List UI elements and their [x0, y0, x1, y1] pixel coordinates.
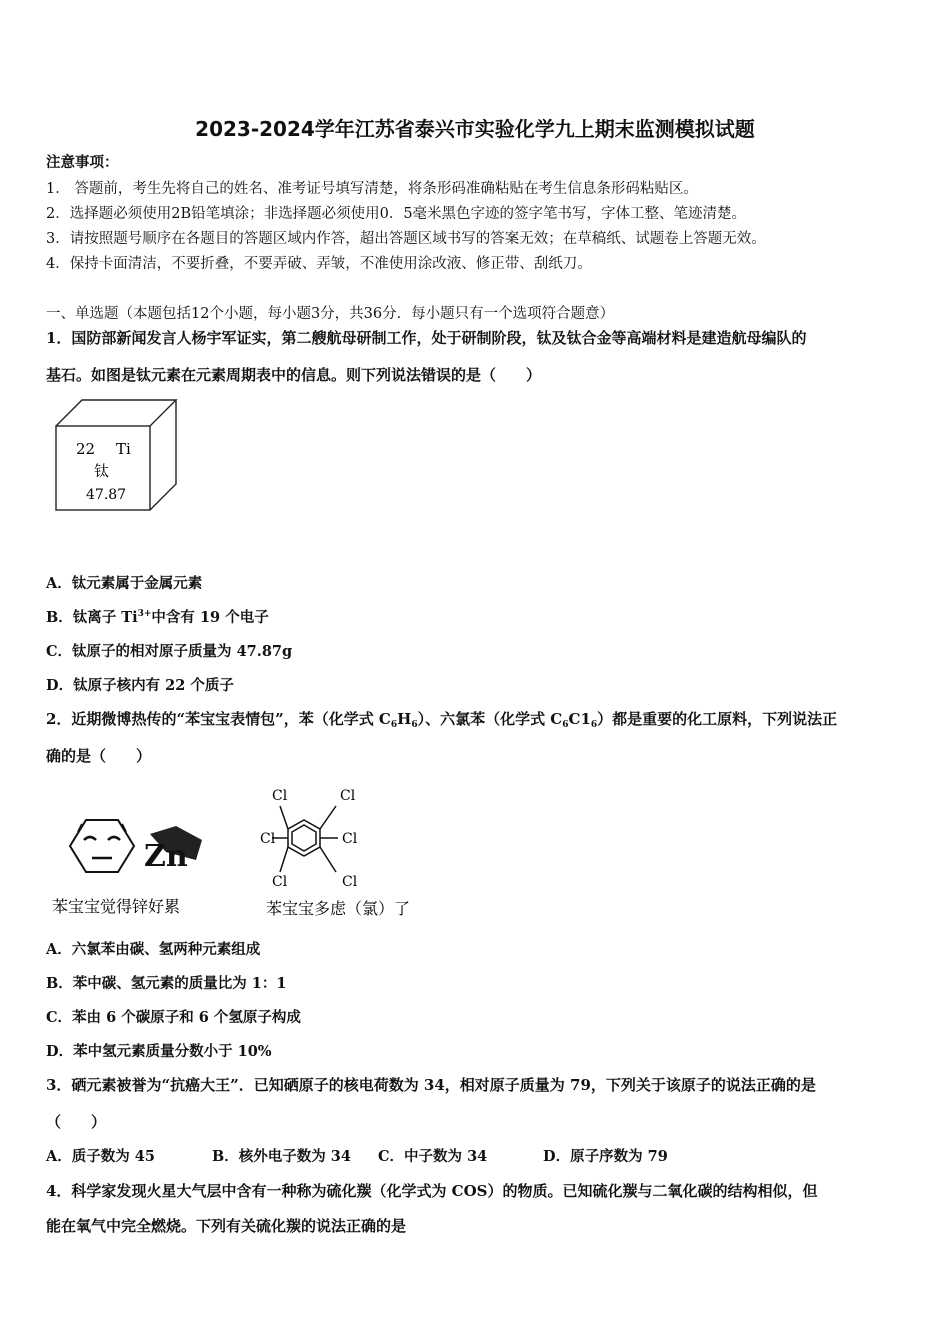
q3-option-b: B．核外电子数为 34	[212, 1148, 351, 1165]
q3-option-a: A．质子数为 45	[46, 1148, 155, 1165]
benzene-face-icon	[70, 820, 134, 872]
hexachlorobenzene-structure	[272, 806, 338, 872]
q3-option-c: C．中子数为 34	[378, 1148, 488, 1165]
zinc-icon	[144, 826, 202, 874]
q2-option-c: C．苯由 6 个碳原子和 6 个氢原子构成	[46, 1009, 301, 1026]
meme-caption-left: 苯宝宝觉得锌好累	[52, 897, 181, 916]
cube-side-face	[150, 400, 176, 510]
page-title: 2023-2024学年江苏省泰兴市实验化学九上期末监测模拟试题	[195, 117, 755, 141]
element-name: 钛	[94, 462, 110, 480]
q3-option-d: D．原子序数为 79	[543, 1148, 668, 1165]
notice-item-4: 4．保持卡面清洁，不要折叠，不要弄破、弄皱，不准使用涂改液、修正带、刮纸刀。	[46, 256, 592, 272]
q4-stem-line2: 能在氧气中完全燃烧。下列有关硫化羰的说法正确的是	[46, 1217, 407, 1235]
meme-caption-right: 苯宝宝多虑（氯）了	[266, 899, 411, 918]
element-symbol: Ti	[116, 440, 131, 458]
benzene-meme-figure	[46, 782, 446, 922]
q3-stem-line1: 3．硒元素被誉为“抗癌大王”．已知硒原子的核电荷数为 34，相对原子质量为 79，下列关于该原子的说法正确的是	[46, 1076, 816, 1094]
zinc-label: Zn	[144, 839, 188, 874]
q3-stem-line2: （ ）	[46, 1113, 107, 1131]
notice-item-1: 1． 答题前，考生先将自己的姓名、准考证号填写清楚，将条形码准确粘贴在考生信息条形码粘贴区。	[46, 181, 698, 197]
q2-option-b: B．苯中碳、氢元素的质量比为 1：1	[46, 975, 287, 992]
q1-option-c: C．钛原子的相对原子质量为 47.87g	[46, 643, 293, 660]
q4-stem-line1: 4．科学家发现火星大气层中含有一种称为硫化羰（化学式为 COS）的物质。已知硫化羰与二氧化碳的结构相似，但	[46, 1182, 818, 1200]
element-atomic-number: 22	[76, 440, 96, 458]
titanium-element-cube	[52, 396, 184, 514]
q1-option-a: A．钛元素属于金属元素	[46, 575, 203, 592]
notice-item-2: 2．选择题必须使用2B铅笔填涂；非选择题必须使用0．5毫米黑色字迹的签字笔书写，字体工整、笔迹清楚。	[46, 206, 747, 222]
cl-label-top-right: Cl	[340, 788, 356, 804]
q1-stem-line1: 1．国防部新闻发言人杨宇军证实，第二艘航母研制工作，处于研制阶段，钛及钛合金等高端材料是建造航母编队的	[46, 329, 807, 347]
notice-item-3: 3．请按照题号顺序在各题目的答题区域内作答，超出答题区域书写的答案无效；在草稿纸、试题卷上答题无效。	[46, 231, 766, 247]
cube-top-face	[56, 400, 176, 426]
cl-label-bottom-left: Cl	[272, 874, 288, 890]
q2-option-d: D．苯中氢元素质量分数小于 10%	[46, 1043, 272, 1060]
cl-label-left: Cl	[260, 831, 276, 847]
cl-label-right: Cl	[342, 831, 358, 847]
cl-label-top-left: Cl	[272, 788, 288, 804]
cl-label-bottom-right: Cl	[342, 874, 358, 890]
element-atomic-mass: 47.87	[86, 487, 127, 503]
section-heading: 一、单选题（本题包括12个小题，每小题3分，共36分．每小题只有一个选项符合题意）	[46, 306, 615, 322]
q1-stem-line2: 基石。如图是钛元素在元素周期表中的信息。则下列说法错误的是（ ）	[46, 366, 542, 384]
q1-option-b: B．钛离子 $Ti^{3+}$中含有 19 个电子	[46, 609, 269, 626]
q2-option-a: A．六氯苯由碳、氢两种元素组成	[46, 941, 261, 958]
q2-stem-line1: 2．近期微博热传的“苯宝宝表情包”，苯（化学式 $C_6H_6$）、六氯苯（化学式 $C_6C1_6$）都是重要的化工原料，下列说法正	[46, 710, 838, 730]
q2-stem-line2: 确的是（ ）	[46, 747, 152, 765]
q1-option-d: D．钛原子核内有 22 个质子	[46, 677, 234, 694]
notice-heading: 注意事项：	[46, 154, 119, 171]
